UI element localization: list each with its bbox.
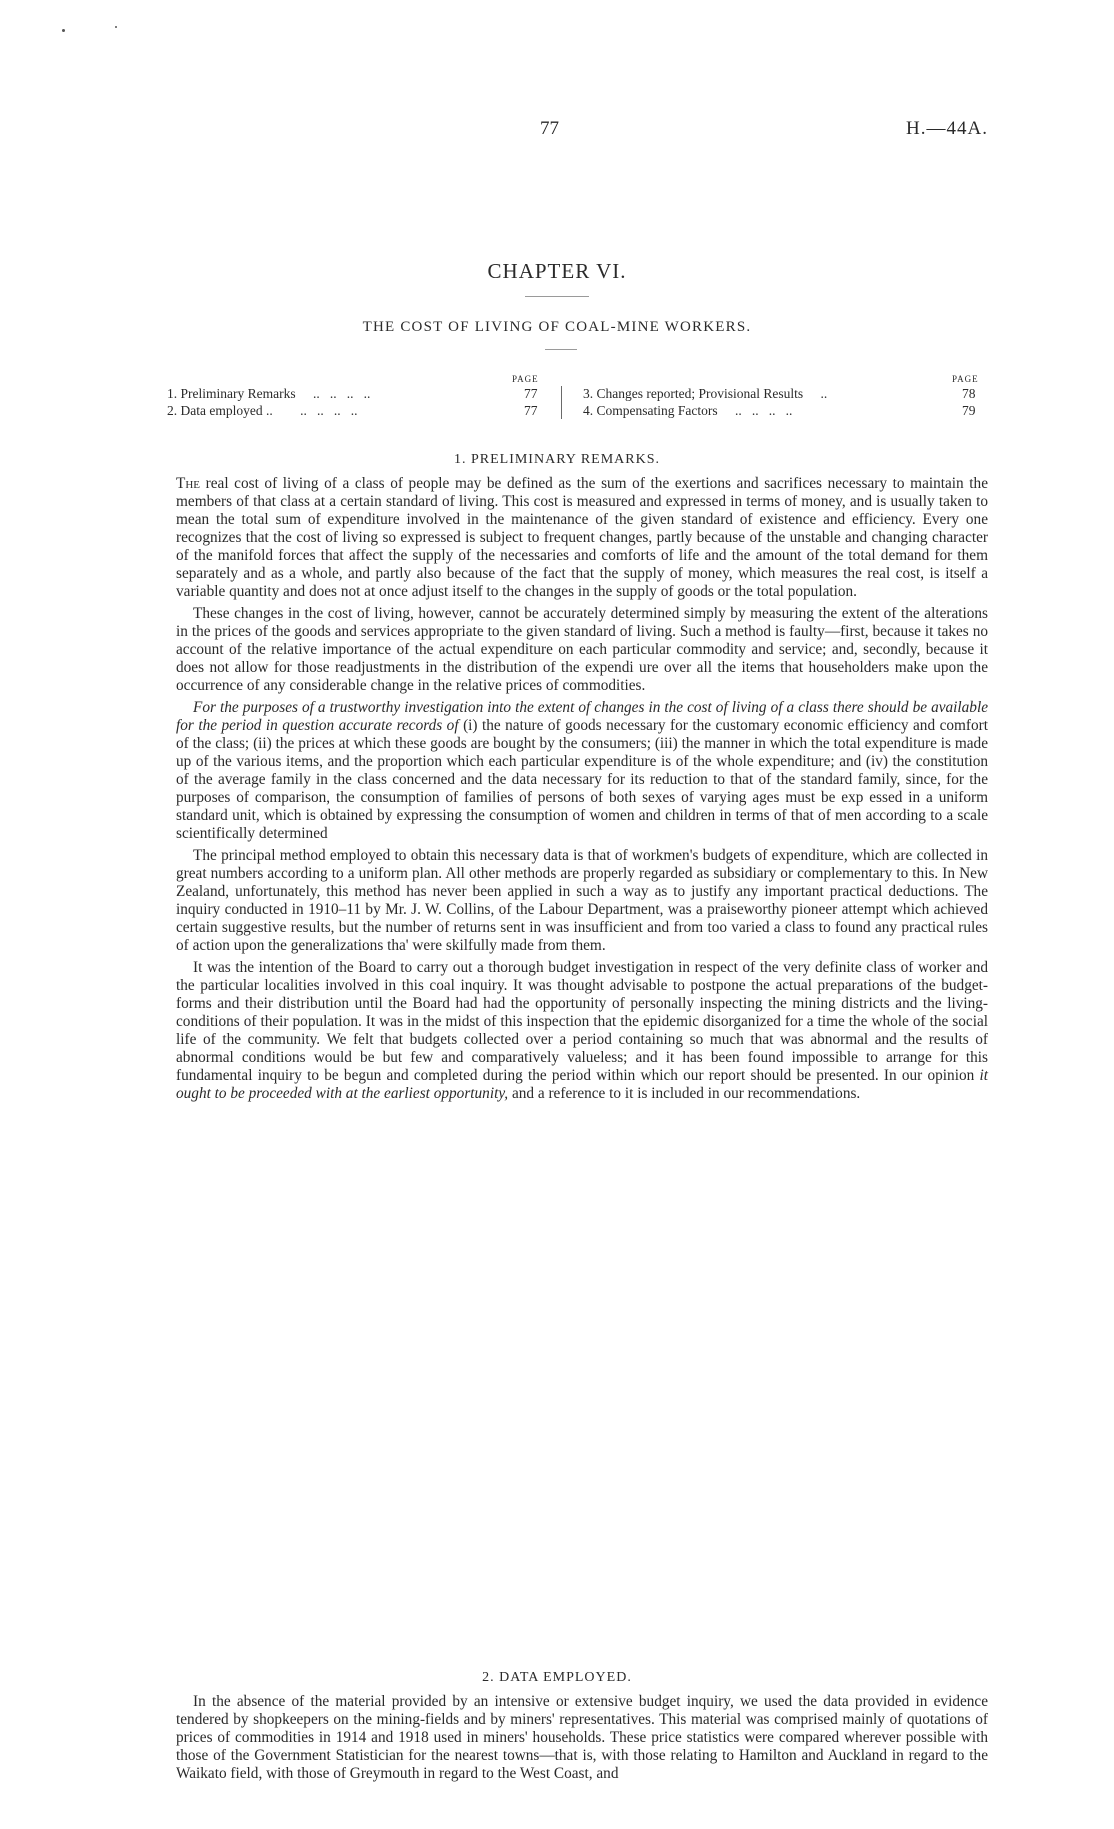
paragraph-text: and a reference to it is included in our recommendations. [511, 1085, 861, 1102]
scan-speck [62, 29, 65, 32]
toc-entry-page: 79 [962, 403, 976, 418]
preliminary-remarks-body [176, 475, 988, 1107]
chapter-title: CHAPTER VI. [487, 259, 627, 283]
section-heading-preliminary: 1. PRELIMINARY REMARKS. [453, 452, 661, 467]
toc-entry-label: 2. Data employed .. [167, 403, 273, 418]
toc-entry-page: 78 [962, 386, 976, 401]
paragraph [176, 699, 988, 843]
paragraph-text: (i) the nature of goods necessary for the customary economic efficiency and comfort of the class; (ii) the prices at which these goods are bought by the consumers; (iii) the manner in which the total expenditure is made up of the various items, and the proportion which each particular expenditure is of the whole expenditure; and (iv) the constitution of the average family in the class concerned and the data necessary for its reduction to that of the standard family, since, for the purposes of comparison, the consumption of families of persons of both sexes of varying ages must be exp essed in a uniform standard unit, which is obtained by expressing the consumption of women and children in terms of that of men according to a scale scientifically determined [176, 717, 989, 842]
toc-entry-leader: .. [820, 386, 828, 401]
toc-entry-leader: .. .. .. .. [300, 403, 358, 418]
paragraph-text: It was the intention of the Board to carry out a thorough budget investigation in respect of the very definite class of worker and the particular localities involved in this coal inquiry. It was thought advisable to postpone the actual preparations of the budget-forms and their distribution until the Board had had the opportunity of personally inspecting the mining districts and the living-conditions of their population. It was in the midst of this inspection that the epidemic disorganized for a time the whole of the social life of the community. We felt that budgets collected over a period containing so much that was abnormal and the results of abnormal conditions would be but few and comparatively valueless; and it has been found impossible to arrange for this fundamental inquiry to be begun and completed during the period within which our report should be presented. In our opinion [176, 959, 988, 1084]
lead-word: The [176, 475, 201, 492]
paragraph: These changes in the cost of living, however, cannot be accurately determined simply by measuring the extent of the alterations in the prices of the goods and services appropriate to the given standard of living. Such a method is faulty—first, because it takes no account of the relative importance of the actual expenditure on each particular commodity and service; and, secondly, because it does not allow for those readjustments in the distribution of the expendi ure over all the items that householders make upon the occurrence of any considerable change in the relative prices of commodities. [176, 605, 988, 694]
toc-page-label-right: PAGE [952, 374, 979, 384]
toc-divider [561, 386, 562, 419]
toc-entry-leader: .. .. .. .. [312, 386, 371, 401]
toc-page-label-left: PAGE [512, 374, 539, 384]
toc-entry-page: 77 [524, 386, 538, 401]
toc-entry-label: 3. Changes reported; Provisional Results [583, 386, 804, 401]
section-heading-data-employed: 2. DATA EMPLOYED. [482, 1670, 632, 1685]
toc-entry-preliminary[interactable] [167, 386, 370, 402]
toc-entry-label: 4. Compensating Factors [583, 403, 718, 418]
toc-entry-compensating-factors[interactable] [583, 403, 792, 419]
paragraph-text: real cost of living of a class of people may be defined as the sum of the exertions and sacrifices necessary to maintain the members of that class at a certain standard of living. This cost is measured and expressed in terms of money, and is usually taken to mean the total sum of expenditure involved in the maintenance of the given standard of existence and efficiency. Every one recognizes that the cost of living so expressed is subject to frequent changes, partly because of the unstable and changing character of the manifold forces that affect the supply of the necessaries and comforts of life and the amount of the total demand for them separately and as a whole, and partly also because of the fact that the supply of money, which measures the real cost, is itself a variable quantity and does not at once adjust itself to the changes in the supply of goods or the total population. [176, 475, 988, 600]
paragraph [176, 959, 988, 1103]
toc-entry-label: 1. Preliminary Remarks [167, 386, 296, 401]
scan-speck [115, 26, 117, 28]
italic-text: For the purposes of a trustworthy investigation into the extent of changes in the cost of living of a class there should be available for the period in question accurate records of [176, 699, 988, 734]
title-divider [525, 296, 589, 297]
subtitle-divider [545, 349, 577, 350]
toc-entry-leader: .. .. .. .. [735, 403, 793, 418]
data-employed-body [176, 1693, 988, 1787]
toc-entry-changes-reported[interactable] [583, 386, 827, 402]
toc-entry-page: 77 [524, 403, 538, 418]
page-number: 77 [540, 118, 559, 139]
toc-entry-data-employed[interactable] [167, 403, 357, 419]
paragraph: In the absence of the material provided by an intensive or extensive budget inquiry, we used the data provided in evidence tendered by shopkeepers on the mining-fields and by miners' representatives. This material was comprised mainly of quotations of prices of commodities in 1914 and 1918 used in miners' households. These price statistics were compared wherever possible with those of the Government Statistician for the nearest towns—that is, with those relating to Hamilton and Auckland in regard to the Waikato field, with those of Greymouth in regard to the West Coast, and [176, 1693, 988, 1782]
chapter-subtitle: THE COST OF LIVING OF COAL-MINE WORKERS. [362, 319, 752, 335]
italic-text: it ought to be proceeded with at the earliest opportunity, [176, 1067, 988, 1102]
document-reference: H.—44A. [906, 118, 988, 139]
paragraph: The principal method employed to obtain this necessary data is that of workmen's budgets of expenditure, which are collected in great numbers according to a uniform plan. All other methods are properly regarded as subsidiary or complementary to this. In New Zealand, unfortunately, this method has never been applied in such a way as to justify any important practical deductions. The inquiry conducted in 1910–11 by Mr. J. W. Collins, of the Labour Department, was a praiseworthy pioneer attempt which achieved certain suggestive results, but the number of returns sent in was insufficient and from too varied a class to found any practical rules of action upon the generalizations tha' were skilfully made from them. [176, 847, 988, 954]
paragraph [176, 475, 988, 601]
